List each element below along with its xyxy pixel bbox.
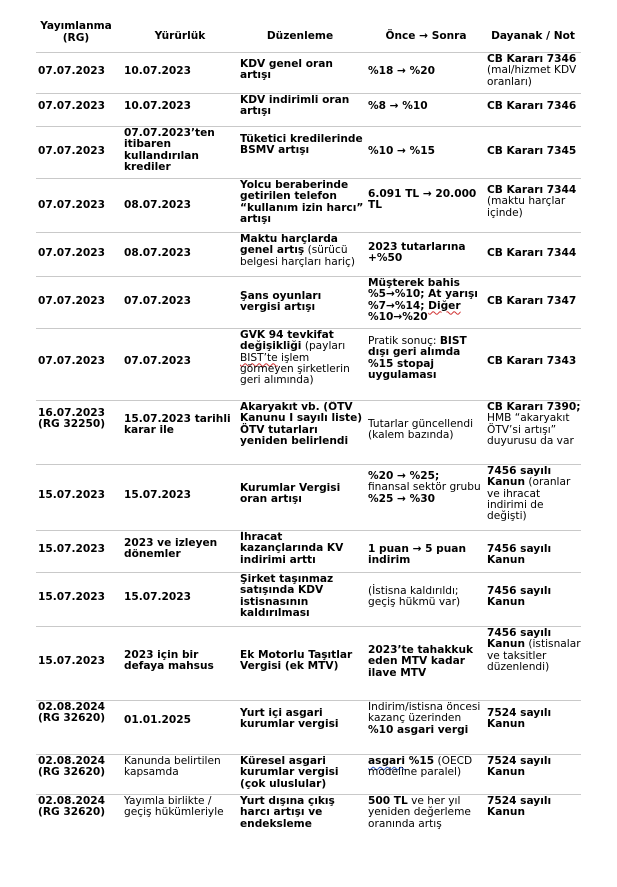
- published-date: 15.07.2023: [38, 489, 106, 501]
- regulation-title: Küresel asgari kurumlar vergisi (çok uluslular): [240, 755, 339, 790]
- published-rg: (RG 32620): [38, 806, 106, 819]
- published-date: 02.08.2024: [38, 795, 106, 807]
- cell-published: [38, 356, 120, 367]
- row-divider: [36, 754, 581, 755]
- cell-regulation: [240, 95, 364, 118]
- before-after-note: ve her yıl yeniden değerleme oranında artış: [368, 795, 471, 830]
- published-date: 02.08.2024: [38, 755, 106, 767]
- cell-basis: [487, 544, 581, 567]
- basis-title: CB Kararı 7390;: [487, 401, 581, 413]
- row-divider: [36, 400, 581, 401]
- before-after-note: İndirim/istisna öncesi kazanç üzerinden: [368, 701, 481, 725]
- cell-effective: 08.07.2023: [124, 247, 192, 259]
- regulation-title: Yolcu beraberinde getirilen telefon “kullanım izin harcı” artışı: [240, 179, 364, 225]
- cell-basis: [487, 146, 581, 157]
- cell-basis: [487, 708, 581, 731]
- cell-effective: 2023 ve izleyen dönemler: [124, 537, 218, 561]
- published-date: 07.07.2023: [38, 295, 106, 307]
- published-date: 15.07.2023: [38, 591, 106, 603]
- cell-published: [38, 490, 120, 501]
- cell-before-after: [368, 756, 484, 779]
- cell-published: [38, 702, 120, 725]
- basis-title: 7456 sayılı Kanun: [487, 543, 552, 567]
- regulation-title: KDV indirimli oran artışı: [240, 94, 350, 118]
- cell-regulation: [240, 650, 364, 673]
- cell-published: [38, 66, 120, 77]
- cell-regulation: [240, 708, 364, 731]
- regulation-title: Yurt içi asgari kurumlar vergisi: [240, 707, 339, 731]
- regulation-title: Tüketici kredilerinde BSMV artışı: [240, 133, 363, 157]
- cell-effective: 15.07.2023: [124, 489, 192, 501]
- cell-published: [38, 101, 120, 112]
- regulation-note: (sürücü belgesi harçları hariç): [240, 244, 355, 268]
- cell-basis: [487, 248, 581, 259]
- cell-effective: 07.07.2023: [124, 295, 192, 307]
- before-after-value: %10 asgari vergi: [368, 723, 469, 736]
- before-after-value: Müşterek bahis %5→%10; At yarışı %7→%14; Diğer %10→%20: [368, 277, 478, 323]
- cell-before-after: [368, 278, 484, 323]
- basis-title: 7456 sayılı Kanun: [487, 585, 552, 609]
- cell-effective: 08.07.2023: [124, 199, 192, 211]
- header-before-after: Önce → Sonra: [385, 30, 467, 42]
- published-date: 07.07.2023: [38, 199, 106, 211]
- published-date: 07.07.2023: [38, 145, 106, 157]
- before-after-value: %8 → %10: [368, 100, 428, 112]
- header-basis: Dayanak / Not: [491, 30, 575, 42]
- cell-before-after: [368, 544, 484, 567]
- cell-basis: [487, 101, 581, 112]
- cell-published: [38, 544, 120, 555]
- cell-before-after: [368, 189, 484, 212]
- cell-effective: 10.07.2023: [124, 65, 192, 77]
- basis-note: (mal/hizmet KDV oranları): [487, 64, 577, 88]
- row-divider: [36, 178, 581, 179]
- published-rg: (RG 32620): [38, 712, 106, 725]
- cell-published: [38, 756, 120, 779]
- cell-effective: 15.07.2023 tarihli karar ile: [124, 413, 231, 437]
- cell-published: [38, 296, 120, 307]
- regulation-title: Maktu harçlarda genel artış: [240, 233, 338, 257]
- cell-regulation: [240, 59, 364, 82]
- cell-regulation: [240, 330, 364, 386]
- row-divider: [36, 700, 581, 701]
- cell-effective: 01.01.2025: [124, 714, 192, 726]
- basis-title: CB Kararı 7346: [487, 100, 577, 112]
- cell-basis: [487, 402, 581, 447]
- before-after-value: 2023 tutarlarına +%50: [368, 241, 466, 265]
- basis-note: (istisnalar ve taksitler düzenlendi): [487, 638, 581, 673]
- cell-published: [38, 592, 120, 603]
- cell-effective: 15.07.2023: [124, 591, 192, 603]
- cell-regulation: [240, 402, 364, 447]
- cell-published: [38, 200, 120, 211]
- cell-before-after: [368, 242, 484, 265]
- basis-title: CB Kararı 7343: [487, 355, 577, 367]
- basis-note: HMB “akaryakıt ÖTV’si artışı” duyurusu da var: [487, 412, 574, 447]
- basis-title: 7524 sayılı Kanun: [487, 707, 552, 731]
- regulation-title: İhracat kazançlarında KV indirimi arttı: [240, 531, 344, 566]
- regulation-title: Akaryakıt vb. (ÖTV Kanunu I sayılı liste) ÖTV tutarları yeniden belirlendi: [240, 401, 363, 447]
- cell-basis: [487, 356, 581, 367]
- cell-before-after: [368, 66, 484, 77]
- basis-title: CB Kararı 7344: [487, 184, 577, 196]
- basis-title: CB Kararı 7344: [487, 247, 577, 259]
- header-regulation: Düzenleme: [266, 30, 334, 42]
- before-after-value: Tutarlar güncellendi (kalem bazında): [368, 418, 474, 442]
- cell-basis: [487, 296, 581, 307]
- published-date: 07.07.2023: [38, 65, 106, 77]
- published-date: 07.07.2023: [38, 100, 106, 112]
- published-date: 16.07.2023: [38, 407, 106, 419]
- cell-published: [38, 146, 120, 157]
- before-after-value: asgari %15: [368, 755, 435, 767]
- before-after-value: 2023’te tahakkuk eden MTV kadar ilave MTV: [368, 644, 474, 679]
- cell-effective: 07.07.2023’ten itibaren kullandırılan krediler: [124, 127, 215, 173]
- cell-basis: [487, 796, 581, 819]
- cell-before-after: [368, 796, 484, 830]
- cell-basis: [487, 586, 581, 609]
- regulation-title: KDV genel oran artışı: [240, 58, 333, 82]
- before-after-value: BIST dışı geri alımda %15 stopaj uygulaması: [368, 335, 467, 381]
- before-after-value: 6.091 TL → 20.000 TL: [368, 188, 477, 212]
- cell-regulation: [240, 756, 364, 790]
- cell-effective: Kanunda belirtilen kapsamda: [124, 755, 221, 779]
- published-date: 15.07.2023: [38, 543, 106, 555]
- row-divider: [36, 52, 581, 53]
- cell-before-after: [368, 645, 484, 679]
- cell-basis: [487, 466, 581, 522]
- row-divider: [36, 572, 581, 573]
- cell-before-after: [368, 419, 484, 442]
- cell-regulation: [240, 234, 364, 268]
- before-after-value: %20 → %25;: [368, 470, 440, 482]
- before-after-value: %10 → %15: [368, 145, 435, 157]
- basis-title: CB Kararı 7347: [487, 295, 577, 307]
- regulation-note: (payları BIST’te işlem görmeyen şirketlerin geri alımında): [240, 340, 350, 387]
- basis-note: (maktu harçlar içinde): [487, 195, 566, 219]
- row-divider: [36, 93, 581, 94]
- basis-title: CB Kararı 7346: [487, 53, 577, 65]
- row-divider: [36, 626, 581, 627]
- published-date: 07.07.2023: [38, 247, 106, 259]
- before-after-tail: %25 → %30: [368, 492, 435, 505]
- published-rg: (RG 32620): [38, 766, 106, 779]
- header-effective: Yürürlük: [154, 30, 206, 42]
- cell-before-after: [368, 336, 484, 381]
- published-date: 02.08.2024: [38, 701, 106, 713]
- row-divider: [36, 276, 581, 277]
- before-after-value: (İstisna kaldırıldı; geçiş hükmü var): [368, 585, 461, 609]
- regulation-title: Şans oyunları vergisi artışı: [240, 290, 322, 314]
- cell-published: [38, 796, 120, 819]
- published-date: 07.07.2023: [38, 355, 106, 367]
- regulation-title: GVK 94 tevkifat değişikliği: [240, 329, 334, 353]
- regulation-title: Kurumlar Vergisi oran artışı: [240, 482, 341, 506]
- basis-title: 7456 sayılı Kanun: [487, 627, 552, 651]
- cell-before-after: [368, 471, 484, 505]
- cell-effective: 10.07.2023: [124, 100, 192, 112]
- cell-before-after: [368, 101, 484, 112]
- before-after-note: finansal sektör grubu: [368, 481, 481, 494]
- cell-effective: 2023 için bir defaya mahsus: [124, 649, 214, 673]
- header-published: Yayımlanma (RG): [40, 20, 112, 44]
- cell-regulation: [240, 796, 364, 830]
- cell-regulation: [240, 291, 364, 314]
- published-rg: (RG 32250): [38, 418, 106, 431]
- cell-regulation: [240, 483, 364, 506]
- row-divider: [36, 464, 581, 465]
- cell-basis: [487, 628, 581, 673]
- published-date: 15.07.2023: [38, 655, 106, 667]
- cell-regulation: [240, 134, 364, 157]
- cell-published: [38, 656, 120, 667]
- cell-regulation: [240, 574, 364, 619]
- regulation-title: Yurt dışına çıkış harcı artışı ve endeksleme: [240, 795, 335, 830]
- basis-note: (oranlar ve ihracat indirimi de değişti): [487, 476, 571, 523]
- basis-title: 7524 sayılı Kanun: [487, 795, 552, 819]
- before-after-note: Pratik sonuç:: [368, 335, 437, 347]
- cell-effective: Yayımla birlikte / geçiş hükümleriyle: [124, 795, 224, 819]
- row-divider: [36, 232, 581, 233]
- before-after-note: (OECD modeline paralel): [368, 755, 473, 779]
- cell-effective: 07.07.2023: [124, 355, 192, 367]
- regulation-title: Şirket taşınmaz satışında KDV istisnasının kaldırılması: [240, 573, 334, 619]
- row-divider: [36, 794, 581, 795]
- cell-basis: [487, 185, 581, 219]
- cell-before-after: [368, 586, 484, 609]
- row-divider: [36, 530, 581, 531]
- before-after-value: %18 → %20: [368, 65, 435, 77]
- cell-before-after: [368, 146, 484, 157]
- cell-published: [38, 248, 120, 259]
- row-divider: [36, 328, 581, 329]
- cell-regulation: [240, 180, 364, 225]
- before-after-value: 1 puan → 5 puan indirim: [368, 543, 467, 567]
- basis-title: 7524 sayılı Kanun: [487, 755, 552, 779]
- basis-title: CB Kararı 7345: [487, 145, 577, 157]
- cell-basis: [487, 756, 581, 779]
- cell-basis: [487, 54, 581, 88]
- before-after-value: 500 TL: [368, 795, 408, 807]
- cell-regulation: [240, 532, 364, 566]
- basis-title: 7456 sayılı Kanun: [487, 465, 552, 489]
- regulation-title: Ek Motorlu Taşıtlar Vergisi (ek MTV): [240, 649, 353, 673]
- cell-published: [38, 408, 120, 431]
- row-divider: [36, 126, 581, 127]
- cell-before-after: [368, 702, 484, 736]
